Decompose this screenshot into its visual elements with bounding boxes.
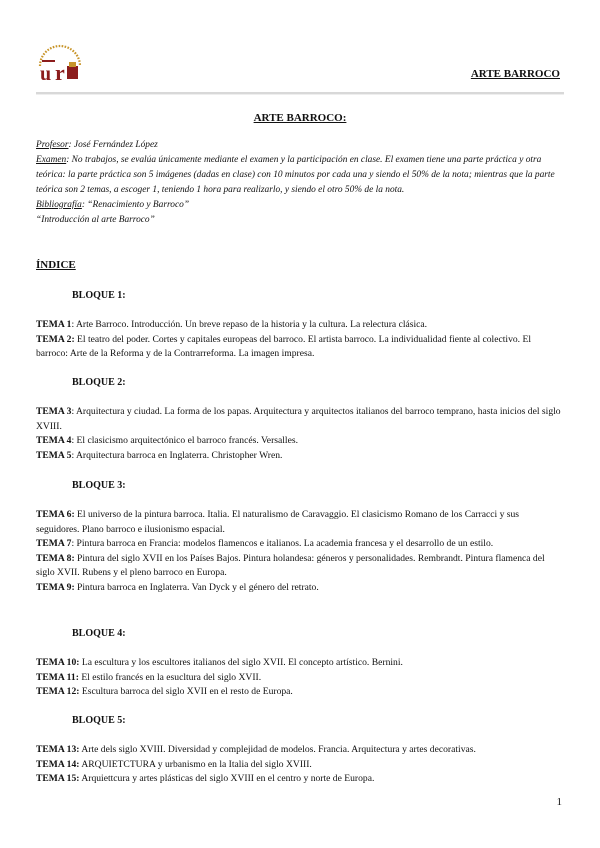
- tema-label: TEMA 6:: [36, 509, 75, 520]
- header-divider: [36, 92, 564, 95]
- tema-text: Arquiettcura y artes plásticas del siglo XVIII en el centro y norte de Europa.: [79, 773, 375, 784]
- tema-text: ARQUIETCTURA y urbanismo en la Italia del siglo XVIII.: [79, 758, 312, 770]
- examen-value: : No trabajos, se evalúa únicamente mediante el examen y la participación en clase. El examen tiene una parte práctica y otra teórica: la parte práctica son 5 imágenes (dadas en clase) con 10 minutos por cada una y siendo el 50% de la nota; mientras que la parte teórica son 2 temas, a escoger 1, teniendo 1 hora para realizarlo, y siendo el otro 50% de la nota.: [36, 155, 555, 195]
- document-title: ARTE BARROCO:: [253, 112, 347, 124]
- tema-item: [36, 552, 564, 581]
- tema-text: Pintura barroca en Inglaterra. Van Dyck y el género del retrato.: [74, 581, 319, 593]
- tema-item: [36, 671, 564, 686]
- tema-text: Pintura del siglo XVII en los Países Bajos. Pintura holandesa: géneros y personalidades. Rembrandt. Pintura flamenca del siglo XVII. Rubens y el pleno barroco en Europa.: [36, 552, 545, 578]
- tema-item: [36, 758, 564, 773]
- bibliografia-line-2: “Introducción al arte Barroco”: [36, 215, 155, 225]
- examen-label: Examen: [36, 155, 67, 165]
- tema-item: [36, 537, 564, 552]
- tema-label: TEMA 14:: [36, 758, 80, 770]
- bloque-heading: BLOQUE 3:: [72, 480, 126, 491]
- profesor-value: : José Fernández López: [68, 140, 158, 150]
- course-info: [36, 138, 564, 228]
- tema-item: [36, 656, 564, 671]
- tema-item: [36, 449, 564, 464]
- tema-text: : El clasicismo arquitectónico el barroco francés. Versalles.: [71, 435, 298, 446]
- bibliografia-label: Bibliografía: [36, 200, 82, 210]
- tema-label: TEMA 9:: [36, 581, 75, 593]
- page-number: 1: [556, 796, 562, 808]
- tema-item: [36, 772, 564, 787]
- tema-label: TEMA 12:: [36, 686, 80, 697]
- tema-text: El universo de la pintura barroca. Italia. El naturalismo de Caravaggio. El clasicismo Romano de los Carracci y sus seguidores. Plano barroco e ilusionismo espacial.: [36, 509, 520, 535]
- tema-label: TEMA 2:: [36, 333, 75, 345]
- tema-item: [36, 333, 564, 362]
- tema-item: [36, 743, 564, 758]
- bloque-heading: BLOQUE 1:: [72, 290, 126, 301]
- tema-list: [36, 508, 564, 595]
- tema-list: [36, 318, 564, 362]
- tema-text: : Arquitectura y ciudad. La forma de los papas. Arquitectura y arquitectos italianos del barroco temprano, hasta inicios del siglo XVIII.: [36, 406, 561, 432]
- tema-item: [36, 508, 564, 537]
- tema-label: TEMA 13:: [36, 744, 80, 755]
- svg-text:r: r: [55, 60, 65, 82]
- tema-item: [36, 434, 564, 449]
- tema-item: [36, 685, 564, 700]
- tema-item: [36, 318, 564, 333]
- tema-text: Escultura barroca del siglo XVII en el resto de Europa.: [79, 686, 293, 697]
- tema-text: El teatro del poder. Cortes y capitales europeas del barroco. El artista barroco. La individualidad fiente al colectivo. El barroco: Arte de la Reforma y de la Contrarreforma. La imagen impresa.: [36, 333, 531, 359]
- tema-text: : Arquitectura barroca en Inglaterra. Christopher Wren.: [71, 449, 283, 461]
- tema-item: [36, 405, 564, 434]
- tema-label: TEMA 15:: [36, 773, 80, 784]
- svg-text:u: u: [40, 63, 52, 82]
- bloque-heading: BLOQUE 2:: [72, 377, 126, 388]
- profesor-line: [36, 138, 564, 153]
- bloque-heading: BLOQUE 5:: [72, 715, 126, 726]
- index-heading: ÍNDICE: [36, 259, 76, 271]
- tema-text: Arte dels siglo XVIII. Diversidad y complejidad de modelos. Francia. Arquitectura y artes decorativas.: [79, 744, 476, 755]
- tema-list: [36, 743, 564, 787]
- university-logo: [34, 36, 86, 82]
- bibliografia-value: : “Renacimiento y Barroco”: [81, 200, 190, 210]
- tema-label: TEMA 4: [36, 435, 72, 446]
- bibliografia-line: [36, 198, 564, 213]
- examen-line: [36, 153, 564, 198]
- header-title: ARTE BARROCO: [470, 68, 560, 80]
- tema-label: TEMA 10:: [36, 657, 80, 668]
- tema-label: TEMA 5: [36, 449, 72, 461]
- tema-text: : Pintura barroca en Francia: modelos flamencos e italianos. La academia francesa y el desarrollo de un estilo.: [71, 538, 494, 549]
- tema-text: El estilo francés en la esucltura del siglo XVII.: [78, 671, 262, 683]
- tema-list: [36, 656, 564, 700]
- tema-label: TEMA 3: [36, 406, 72, 417]
- tema-item: [36, 581, 564, 596]
- tema-text: La escultura y los escultores italianos del siglo XVII. El concepto artístico. Bernini.: [79, 657, 403, 668]
- tema-label: TEMA 8:: [36, 552, 75, 564]
- tema-label: TEMA 7: [36, 538, 72, 549]
- tema-list: [36, 405, 564, 463]
- tema-label: TEMA 1: [36, 319, 72, 330]
- tema-text: : Arte Barroco. Introducción. Un breve repaso de la historia y la cultura. La relectura clásica.: [71, 319, 428, 330]
- tema-label: TEMA 11:: [36, 671, 79, 683]
- bloque-heading: BLOQUE 4:: [72, 628, 126, 639]
- profesor-label: Profesor: [36, 140, 69, 150]
